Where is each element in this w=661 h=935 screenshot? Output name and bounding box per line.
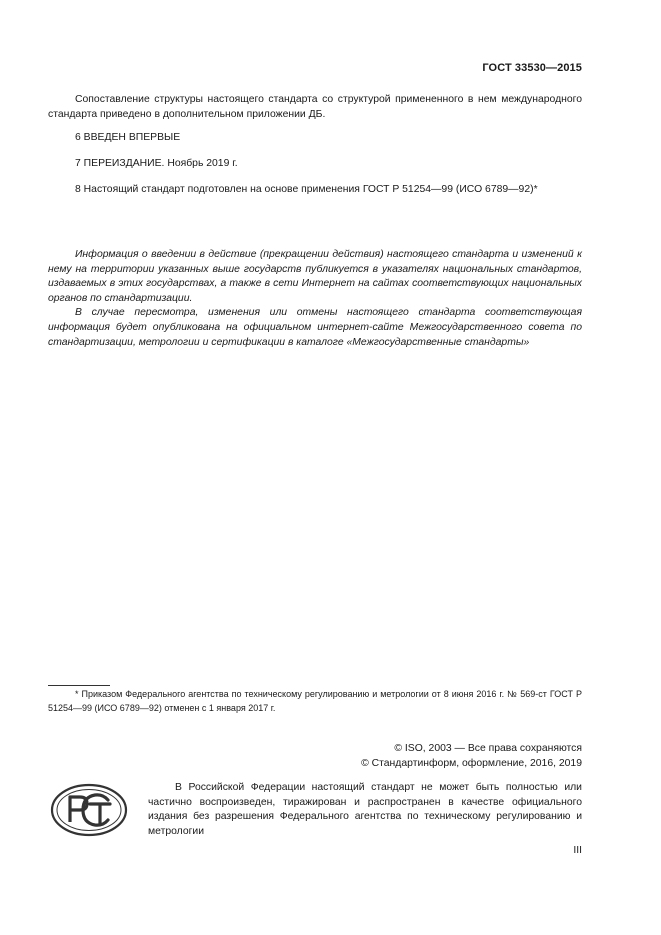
item-7: 7 ПЕРЕИЗДАНИЕ. Ноябрь 2019 г. [75,158,238,169]
footnote-divider [48,685,110,686]
copyright-standartinform: © Стандартинформ, оформление, 2016, 2019 [361,757,582,769]
copyright-iso: © ISO, 2003 — Все права сохраняются [394,743,582,754]
info-paragraph-1: Информация о введении в действие (прекращении действия) настоящего стандарта и изменений к нему на территории указанных выше государств публикуется в указателях национальных стандартов, издаваемых в этих государствах, а также в сети Интернет на сайтах соответствующих национальных органов по стандартизации. [48,249,582,304]
item-6: 6 ВВЕДЕН ВПЕРВЫЕ [75,132,181,143]
comparison-paragraph: Сопоставление структуры настоящего стандарта со структурой примененного в нем международного стандарта приведено в дополнительном приложении ДБ. [48,94,582,120]
reproduction-notice: В Российской Федерации настоящий стандарт не может быть полностью или частично воспроизведен, тиражирован и распространен в качестве официального издания без разрешения Федерального агентства по техническому регулированию и метрологии [148,782,582,837]
gost-r-certification-logo-icon [50,783,128,837]
page-number: III [573,845,582,856]
info-paragraph-2: В случае пересмотра, изменения или отмены настоящего стандарта соответствующая информация будет опубликована на официальном интернет-сайте Межгосударственного совета по стандартизации, метрологии и сертификации в каталоге «Межгосударственные стандарты» [48,307,582,348]
copyright-block [361,742,582,772]
footnote: * Приказом Федерального агентства по техническому регулированию и метрологии от 8 июня 2016 г. № 569-ст ГОСТ Р 51254—99 (ИСО 6789—92) отменен с 1 января 2017 г. [48,689,582,713]
info-block [48,248,582,350]
item-8: 8 Настоящий стандарт подготовлен на основе применения ГОСТ Р 51254—99 (ИСО 6789—92)* [75,184,538,195]
document-code: ГОСТ 33530—2015 [482,62,582,74]
